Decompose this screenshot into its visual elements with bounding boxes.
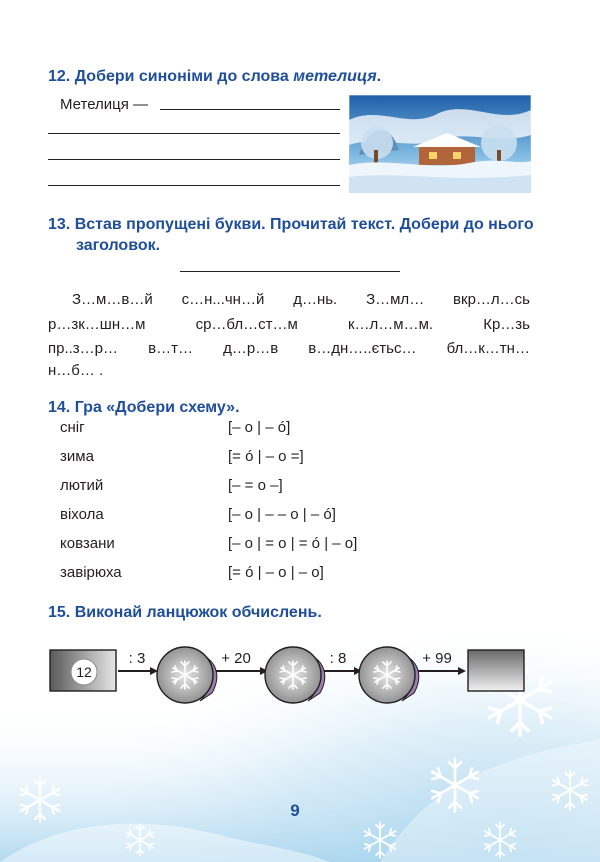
scheme-pattern[interactable]: [= ó | – о =] xyxy=(228,448,304,465)
answer-circle[interactable] xyxy=(359,647,419,703)
winter-landscape-illustration xyxy=(349,95,531,193)
answer-circle[interactable] xyxy=(265,647,325,703)
operation-label: + 20 xyxy=(221,650,251,667)
text-row xyxy=(48,291,530,308)
task12-title-text: Добери синоніми до слова xyxy=(74,68,289,85)
start-number: 12 xyxy=(76,664,92,680)
task13-title-line1 xyxy=(48,214,534,236)
text-word: З…мл… xyxy=(366,291,425,308)
task14-title xyxy=(48,397,240,419)
task12-line-label: Метелиця — xyxy=(60,96,149,113)
text-word: к…л…м…м. xyxy=(347,316,434,333)
text-row xyxy=(48,340,530,357)
task14-number: 14. xyxy=(48,399,71,416)
scheme-word[interactable]: завірюха xyxy=(60,564,122,581)
operation-label: : 8 xyxy=(329,650,347,667)
scheme-word[interactable]: ковзани xyxy=(60,535,115,552)
answer-line[interactable] xyxy=(48,133,340,134)
operation-label: : 3 xyxy=(128,650,146,667)
task15-number: 15. xyxy=(48,604,71,621)
scheme-word[interactable]: лютий xyxy=(60,477,104,494)
text-word: н…б… . xyxy=(48,362,104,379)
task12-title-end: . xyxy=(376,68,382,85)
scheme-word[interactable]: віхола xyxy=(60,506,104,523)
scheme-word[interactable]: зима xyxy=(60,448,94,465)
text-word: вкр…л…сь xyxy=(453,291,530,308)
calculation-chain xyxy=(40,635,540,715)
text-word: бл…к…тн… xyxy=(446,340,530,357)
result-box[interactable] xyxy=(468,650,524,691)
text-row xyxy=(48,362,530,379)
operation-label: + 99 xyxy=(422,650,452,667)
answer-line[interactable] xyxy=(48,185,340,186)
text-row xyxy=(48,316,530,333)
answer-circle[interactable] xyxy=(157,647,217,703)
task13-title-text: Встав пропущені букви. Прочитай текст. Добери до нього xyxy=(74,216,534,233)
task12-title xyxy=(48,66,381,88)
task15-title-text: Виконай ланцюжок обчислень. xyxy=(74,604,322,621)
scheme-pattern[interactable]: [= ó | – о | – о] xyxy=(228,564,324,581)
task13-title-line2: заголовок. xyxy=(76,237,161,254)
scheme-word[interactable]: сніг xyxy=(60,419,85,436)
text-word: в…т… xyxy=(148,340,193,357)
text-word: д…р…в xyxy=(223,340,279,357)
page-number: 9 xyxy=(290,801,300,820)
answer-line[interactable] xyxy=(48,159,340,160)
text-word: Кр…зь xyxy=(483,316,530,333)
task15-title xyxy=(48,602,322,624)
answer-line[interactable] xyxy=(160,109,340,110)
scheme-pattern[interactable]: [– о | – – о | – ó] xyxy=(228,506,336,523)
scheme-pattern[interactable]: [– о | = о | = ó | – о] xyxy=(228,535,358,552)
text-word: ср…бл…ст…м xyxy=(195,316,298,333)
scheme-pattern[interactable]: [– о | – ó] xyxy=(228,419,291,436)
text-word: пр..з…р… xyxy=(48,340,119,357)
task12-title-word: метелиця xyxy=(293,68,377,85)
text-word: д…нь. xyxy=(293,291,338,308)
task12-number: 12. xyxy=(48,68,71,85)
text-word: З…м…в…й xyxy=(72,291,153,308)
task14-title-text: Гра «Добери схему». xyxy=(74,399,240,416)
text-word: р…зк…шн…м xyxy=(48,316,146,333)
text-word: с…н...чн…й xyxy=(181,291,265,308)
scheme-pattern[interactable]: [– = о –] xyxy=(228,477,283,494)
task13-number: 13. xyxy=(48,216,71,233)
text-word: в…дн…..єтьс… xyxy=(308,340,417,357)
title-answer-line[interactable] xyxy=(180,271,400,272)
